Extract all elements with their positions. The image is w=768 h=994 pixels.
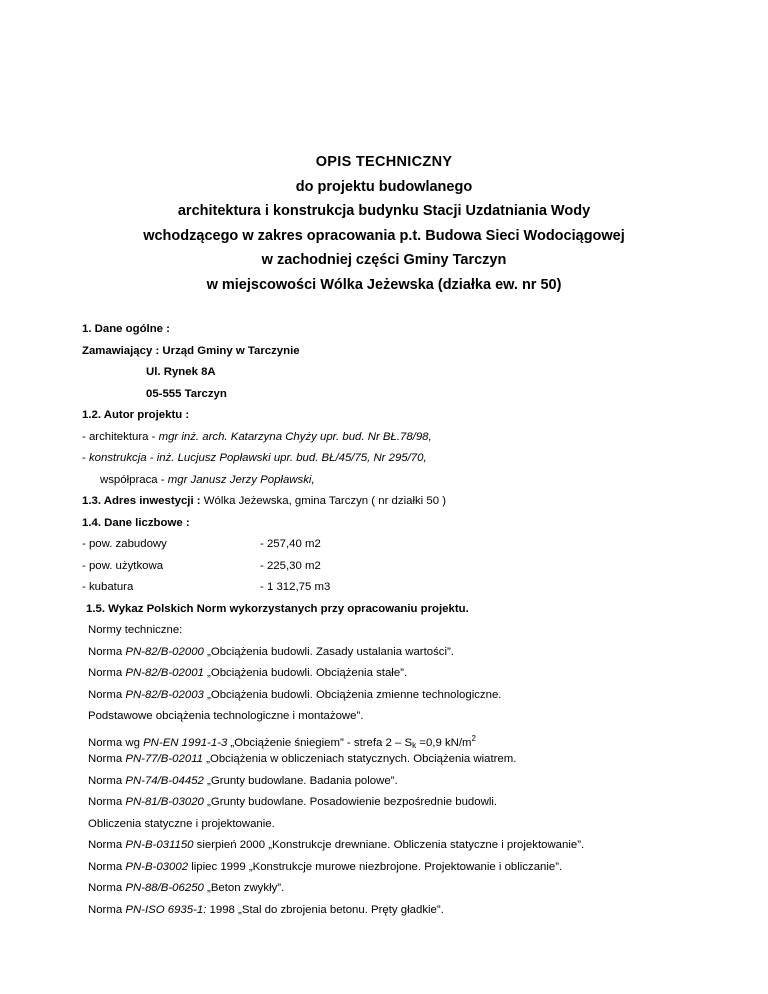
- title-line: architektura i konstrukcja budynku Stacji Uzdatniania Wody: [177, 203, 591, 219]
- author-arch-text: mgr inż. arch. Katarzyna Chyży upr. bud. Nr BŁ.78/98,: [158, 430, 432, 443]
- norm-text: „Obciążenia budowli. Obciążenia zmienne technologiczne.: [203, 688, 502, 701]
- norm-prefix: Norma: [88, 796, 126, 808]
- norm-superscript: 2: [471, 733, 476, 743]
- section-heading-author: 1.2. Autor projektu :: [82, 409, 190, 421]
- norm-text: „Beton zwykły”.: [203, 882, 285, 894]
- norm-code: PN-ISO 6935-1:: [125, 903, 207, 916]
- norm-prefix: Norma: [88, 903, 126, 916]
- norm-item: [82, 771, 742, 793]
- norm-item: [82, 900, 742, 922]
- norm-code: PN-B-03002: [125, 860, 189, 873]
- title-line: w zachodniej części Gminy Tarczyn: [261, 252, 507, 268]
- section-heading-norms: 1.5. Wykaz Polskich Norm wykorzystanych przy opracowaniu projektu.: [86, 602, 469, 615]
- numbers-row: [82, 534, 742, 556]
- document-body: [82, 319, 742, 921]
- norm-text: „Obciążenia budowli. Zasady ustalania wartości”.: [203, 645, 454, 658]
- title-line: wchodzącego w zakres opracowania p.t. Budowa Sieci Wodociągowej: [143, 227, 625, 244]
- author-architecture: [82, 427, 742, 449]
- norms-intro: Normy techniczne:: [88, 624, 183, 636]
- norm-item: [82, 878, 742, 900]
- author-arch-prefix: - architektura -: [82, 430, 159, 443]
- client-label: Zamawiający :: [82, 344, 163, 357]
- norm-value: =0,9 kN/m: [416, 736, 472, 749]
- norm-text: 1998 „Stal do zbrojenia betonu. Pręty gładkie”.: [206, 903, 444, 916]
- norm-text: „Obciążenia w obliczeniach statycznych. Obciążenia wiatrem.: [203, 753, 517, 765]
- norm-prefix: Norma: [88, 860, 126, 873]
- numbers-row: [82, 577, 742, 599]
- author-construction: [82, 448, 742, 470]
- norm-prefix: Norma: [88, 688, 126, 701]
- norm-prefix: Norma: [88, 839, 126, 851]
- author-cooperation: [82, 470, 742, 492]
- client-name: Urząd Gminy w Tarczynie: [162, 344, 300, 357]
- norm-code: PN-82/B-02000: [125, 645, 204, 658]
- norm-item: [82, 749, 742, 771]
- numbers-value: - 1 312,75 m3: [260, 581, 331, 593]
- numbers-value: - 257,40 m2: [260, 538, 321, 550]
- norm-text: sierpień 2000 „Konstrukcje drewniane. Obliczenia statyczne i projektowanie”.: [193, 839, 585, 851]
- client-street: Ul. Rynek 8A: [146, 366, 216, 378]
- norm-continuation: Podstawowe obciążenia technologiczne i montażowe”.: [88, 710, 364, 722]
- norm-prefix: Norma: [88, 667, 126, 679]
- norm-text: „Grunty budowlane. Posadowienie bezpośrednie budowli.: [203, 796, 498, 808]
- norm-prefix: Norma: [88, 753, 126, 765]
- norm-continuation: Obliczenia statyczne i projektowanie.: [88, 817, 275, 830]
- norm-subscript: k: [412, 740, 417, 750]
- norm-code: PN-74/B-04452: [125, 774, 204, 787]
- client-line: [82, 341, 742, 363]
- client-city: 05-555 Tarczyn: [146, 387, 227, 400]
- author-coop-prefix: współpraca -: [100, 473, 168, 486]
- investment-address: Wólka Jeżewska, gmina Tarczyn ( nr działki 50 ): [203, 495, 447, 507]
- author-constr-text: konstrukcja - inż. Lucjusz Popławski upr. bud. BŁ/45/75, Nr 295/70,: [88, 452, 427, 464]
- numbers-row: [82, 556, 742, 578]
- title-line: OPIS TECHNICZNY: [315, 154, 453, 170]
- norm-prefix: Norma wg: [88, 736, 144, 749]
- numbers-label: - pow. użytkowa: [82, 559, 164, 572]
- numbers-label: - kubatura: [82, 581, 134, 593]
- investment-line: [82, 491, 742, 513]
- title-line: w miejscowości Wólka Jeżewska (działka ew. nr 50): [206, 276, 562, 293]
- document-title: [0, 150, 768, 297]
- norm-prefix: Norma: [88, 645, 126, 658]
- norm-code: PN-82/B-02003: [125, 688, 204, 701]
- norm-item: [82, 857, 742, 879]
- norm-item: [82, 728, 742, 750]
- norm-text: „Obciążenie śniegiem” - strefa 2 – S: [227, 736, 413, 749]
- numbers-value: - 225,30 m2: [260, 559, 321, 572]
- norm-text: „Grunty budowlane. Badania polowe”.: [203, 774, 398, 787]
- norm-code: PN-77/B-02011: [125, 753, 204, 765]
- author-constr-prefix: -: [82, 452, 89, 464]
- numbers-label: - pow. zabudowy: [82, 538, 167, 550]
- norm-code: PN-EN 1991-1-3: [143, 736, 228, 749]
- norm-code: PN-81/B-03020: [125, 796, 204, 808]
- norm-text: „Obciążenia budowli. Obciążenia stałe”.: [203, 667, 408, 679]
- norm-prefix: Norma: [88, 882, 126, 894]
- norm-code: PN-88/B-06250: [125, 882, 204, 894]
- norm-item: [82, 642, 742, 664]
- section-heading-investment: 1.3. Adres inwestycji :: [82, 495, 204, 507]
- norm-prefix: Norma: [88, 774, 126, 787]
- section-heading-general: 1. Dane ogólne :: [82, 323, 170, 335]
- title-line: do projektu budowlanego: [295, 178, 473, 195]
- norm-code: PN-82/B-02001: [125, 667, 204, 679]
- norm-item: [82, 835, 742, 857]
- author-coop-text: mgr Janusz Jerzy Popławski,: [167, 473, 315, 486]
- norm-text: lipiec 1999 „Konstrukcje murowe niezbrojone. Projektowanie i obliczanie”.: [188, 860, 563, 873]
- norm-item: [82, 685, 742, 707]
- norm-code: PN-B-031150: [125, 839, 194, 851]
- section-heading-numbers: 1.4. Dane liczbowe :: [82, 516, 190, 529]
- norm-item: [82, 663, 742, 685]
- norm-item: [82, 792, 742, 814]
